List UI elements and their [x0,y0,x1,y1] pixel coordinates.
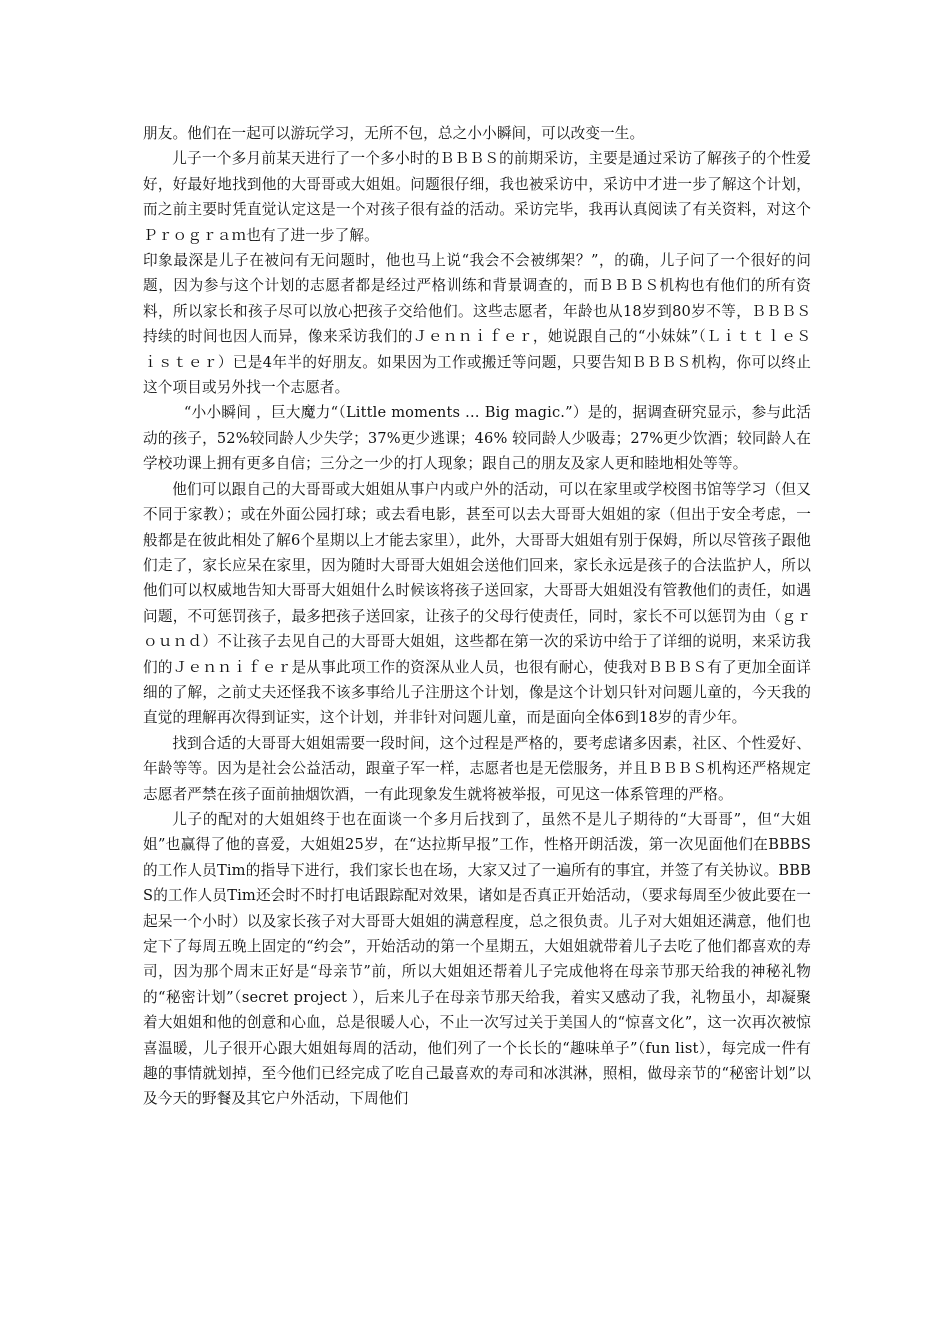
paragraph-big-sister: 儿子的配对的大姐姐终于也在面谈一个多月后找到了，虽然不是儿子期待的“大哥哥”，但“大姐姐”也赢得了他的喜爱，大姐姐25岁，在“达拉斯早报”工作，性格开朗活泼，第一次见面他们在BBBS的工作人员Tim的指导下进行，我们家长也在场，大家又过了一遍所有的事宜，并签了有关协议。BBBS的工作人员Tim还会时不时打电话跟踪配对效果，诸如是否真正开始活动，（要求每周至少彼此要在一起呆一个小时）以及家长孩子对大哥哥大姐姐的满意程度，总之很负责。儿子对大姐姐还满意，他们也定下了每周五晚上固定的“约会”，开始活动的第一个星期五，大姐姐就带着儿子去吃了他们都喜欢的寿司，因为那个周末正好是“母亲节”前，所以大姐姐还帮着儿子完成他将在母亲节那天给我的神秘礼物的“秘密计划”（secret project ），后来儿子在母亲节那天给我，着实又感动了我，礼物虽小，却凝聚着大姐姐和他的创意和心血，总是很暖人心，不止一次写过关于美国人的“惊喜文化”，这一次再次被惊喜温暖，儿子很开心跟大姐姐每周的活动，他们列了一个长长的“趣味单子”（fun list），每完成一件有趣的事情就划掉，至今他们已经完成了吃自己最喜欢的寿司和冰淇淋，照相，做母亲节的“秘密计划”以及今天的野餐及其它户外活动，下周他们 [143,810,811,1108]
paragraph-interview: 儿子一个多月前某天进行了一个多小时的ＢＢＢＳ的前期采访，主要是通过采访了解孩子的个性爱好，好最好地找到他的大哥哥或大姐姐。问题很仔细，我也被采访中，采访中才进一步了解这个计划，而之前主要时凭直觉认定这是一个对孩子很有益的活动。采访完毕，我再认真阅读了有关资料，对这个Ｐｒｏｇｒａｍ也有了进一步了解。 [143,150,811,244]
paragraph-matching-process: 找到合适的大哥哥大姐姐需要一段时间，这个过程是严格的，要考虑诸多因素，社区、个性爱好、年龄等等。因为是社会公益活动，跟童子军一样，志愿者也是无偿服务，并且ＢＢＢＳ机构还严格规定志愿者严禁在孩子面前抽烟饮酒，一有此现象发生就将被举报，可见这一体系管理的严格。 [143,734,811,803]
paragraph-activities: 他们可以跟自己的大哥哥或大姐姐从事户内或户外的活动，可以在家里或学校图书馆等学习（但又不同于家教）；或在外面公园打球；或去看电影，甚至可以去大哥哥大姐姐的家（但出于安全考虑，一般都是在彼此相处了解6个星期以上才能去家里），此外，大哥哥大姐姐有别于保姆，所以尽管孩子跟他们走了，家长应呆在家里，因为随时大哥哥大姐姐会送他们回来，家长永远是孩子的合法监护人，所以他们可以权威地告知大哥哥大姐姐什么时候该将孩子送回家，大哥哥大姐姐没有管教他们的责任，如遇问题，不可惩罚孩子，最多把孩子送回家，让孩子的父母行使责任，同时，家长不可以惩罚为由（ｇｒｏｕｎｄ）不让孩子去见自己的大哥哥大姐姐，这些都在第一次的采访中给于了详细的说明，来采访我们的Ｊｅｎｎｉｆｅｒ是从事此项工作的资深从业人员，也很有耐心，使我对ＢＢＢＳ有了更加全面详细的了解，之前丈夫还怪我不该多事给儿子注册这个计划，像是这个计划只针对问题儿童的，今天我的直觉的理解再次得到证实，这个计划，并非针对问题儿童，而是面向全体6到18岁的青少年。 [143,480,811,727]
paragraph-friends-moment: 朋友。他们在一起可以游玩学习，无所不包，总之小小瞬间，可以改变一生。 [143,125,645,142]
paragraph-kidnap-question: 印象最深是儿子在被问有无问题时，他也马上说“我会不会被绑架？”，的确，儿子问了一个很好的问题，因为参与这个计划的志愿者都是经过严格训练和背景调查的，而ＢＢＢＳ机构也有他们的所有资料，所以家长和孩子尽可以放心把孩子交给他们。这些志愿者，年龄也从18岁到80岁不等，ＢＢＢＳ持续的时间也因人而异，像来采访我们的Ｊｅｎｎｉｆｅｒ，她说跟自己的“小妹妹”（ＬｉｔｔｌｅＳｉｓｔｅｒ）已是4年半的好朋友。如果因为工作或搬迁等问题，只要告知ＢＢＢＳ机构，你可以终止这个项目或另外找一个志愿者。 [143,252,811,397]
paragraph-research-stats: “小小瞬间 ，巨大魔力“（Little moments … Big magic.”）是的，据调查研究显示，参与此活动的孩子，52%较同龄人少失学；37%更少逃课；46% 较同龄人少吸毒；27%更少饮酒；较同龄人在学校功课上拥有更多自信；三分之一少的打人现象；跟自己的朋友及家人更和睦地相处等等。 [143,404,811,473]
document-page [143,121,811,1112]
